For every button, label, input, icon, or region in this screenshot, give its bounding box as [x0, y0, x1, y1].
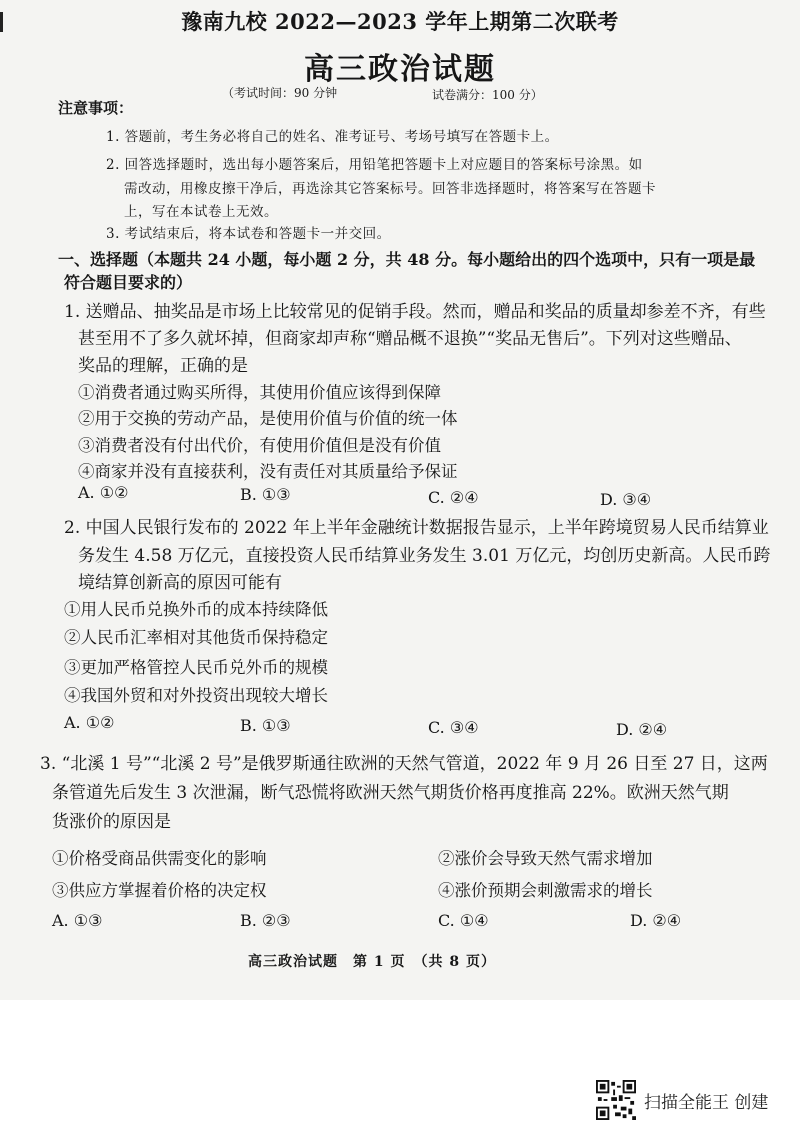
question-3-choice-a: A. ①③: [52, 911, 103, 930]
question-3-choice-d: D. ②④: [630, 911, 682, 930]
notice-line: 1. 答题前，考生务必将自己的姓名、准考证号、考场号填写在答题卡上。: [106, 129, 559, 145]
exam-score: 试卷满分：100 分）: [432, 88, 543, 102]
question-3-choice-b: B. ②③: [240, 911, 291, 930]
notice-line: 2. 回答选择题时，选出每小题答案后，用铅笔把答题卡上对应题目的答案标号涂黑。如: [106, 157, 643, 173]
question-3-option: ③供应方掌握着价格的决定权: [52, 881, 267, 900]
question-1-choice-a: A. ①②: [78, 483, 129, 502]
exam-header-title: 豫南九校 2022—2023 学年上期第二次联考: [181, 9, 619, 34]
question-1-stem: 奖品的理解，正确的是: [78, 356, 248, 376]
notice-line: 3. 考试结束后，将本试卷和答题卡一并交回。: [106, 226, 391, 242]
page-footer: 高三政治试题 第 1 页 （共 8 页）: [248, 954, 496, 970]
scanner-label: 扫描全能王 创建: [644, 1092, 769, 1113]
scanner-watermark: [596, 1078, 768, 1122]
qr-code-icon: [596, 1080, 636, 1120]
question-1-stem: 甚至用不了多久就坏掉，但商家却声称“赠品概不退换”“奖品无售后”。下列对这些赠品、: [78, 329, 742, 349]
question-3-option: ②涨价会导致天然气需求增加: [438, 849, 653, 868]
notice-title: 注意事项：: [58, 99, 134, 117]
question-2-stem: 务发生 4.58 万亿元，直接投资人民币结算业务发生 3.01 万亿元，均创历史新高。人民币跨: [78, 546, 771, 566]
question-2-option: ①用人民币兑换外币的成本持续降低: [64, 600, 328, 619]
section-heading: 一、选择题（本题共 24 小题，每小题 2 分，共 48 分。每小题给出的四个选项中，只有一项是最: [58, 250, 756, 269]
question-3-option: ①价格受商品供需变化的影响: [52, 849, 267, 868]
exam-subject-title: 高三政治试题: [304, 52, 496, 87]
section-heading-cont: 符合题目要求的）: [64, 273, 193, 292]
question-1-choice-d: D. ③④: [600, 490, 652, 509]
question-3-option: ④涨价预期会刺激需求的增长: [438, 881, 653, 900]
notice-line: 需改动，用橡皮擦干净后，再选涂其它答案标号。回答非选择题时，将答案写在答题卡: [124, 181, 656, 197]
question-1-choice-b: B. ①③: [240, 485, 291, 504]
question-2-choice-b: B. ①③: [240, 716, 291, 735]
question-1-option: ③消费者没有付出代价，有使用价值但是没有价值: [78, 436, 441, 455]
question-2-option: ②人民币汇率相对其他货币保持稳定: [64, 628, 328, 647]
question-2-option: ③更加严格管控人民币兑外币的规模: [64, 658, 328, 677]
question-1-option: ②用于交换的劳动产品，是使用价值与价值的统一体: [78, 409, 458, 428]
question-2-stem: 境结算创新高的原因可能有: [78, 573, 282, 593]
question-3-choice-c: C. ①④: [438, 911, 489, 930]
question-3-stem: 货涨价的原因是: [52, 812, 171, 832]
exam-time: （考试时间：90 分钟: [222, 86, 338, 100]
question-2-option: ④我国外贸和对外投资出现较大增长: [64, 686, 328, 705]
question-2-choice-a: A. ①②: [64, 713, 115, 732]
question-3-stem: 3. “北溪 1 号”“北溪 2 号”是俄罗斯通往欧洲的天然气管道，2022 年 9 月 26 日至 27 日，这两: [40, 754, 768, 774]
notice-line: 上，写在本试卷上无效。: [124, 204, 278, 220]
question-1-option: ④商家并没有直接获利，没有责任对其质量给予保证: [78, 462, 458, 481]
question-1-choice-c: C. ②④: [428, 488, 479, 507]
question-2-choice-d: D. ②④: [616, 720, 668, 739]
question-1-stem: 1. 送赠品、抽奖品是市场上比较常见的促销手段。然而，赠品和奖品的质量却参差不齐，有些: [64, 302, 766, 322]
question-3-stem: 条管道先后发生 3 次泄漏，断气恐慌将欧洲天然气期货价格再度推高 22%。欧洲天然气期: [52, 783, 729, 803]
question-1-option: ①消费者通过购买所得，其使用价值应该得到保障: [78, 383, 441, 402]
question-2-choice-c: C. ③④: [428, 718, 479, 737]
question-2-stem: 2. 中国人民银行发布的 2022 年上半年金融统计数据报告显示，上半年跨境贸易人民币结算业: [64, 518, 769, 538]
